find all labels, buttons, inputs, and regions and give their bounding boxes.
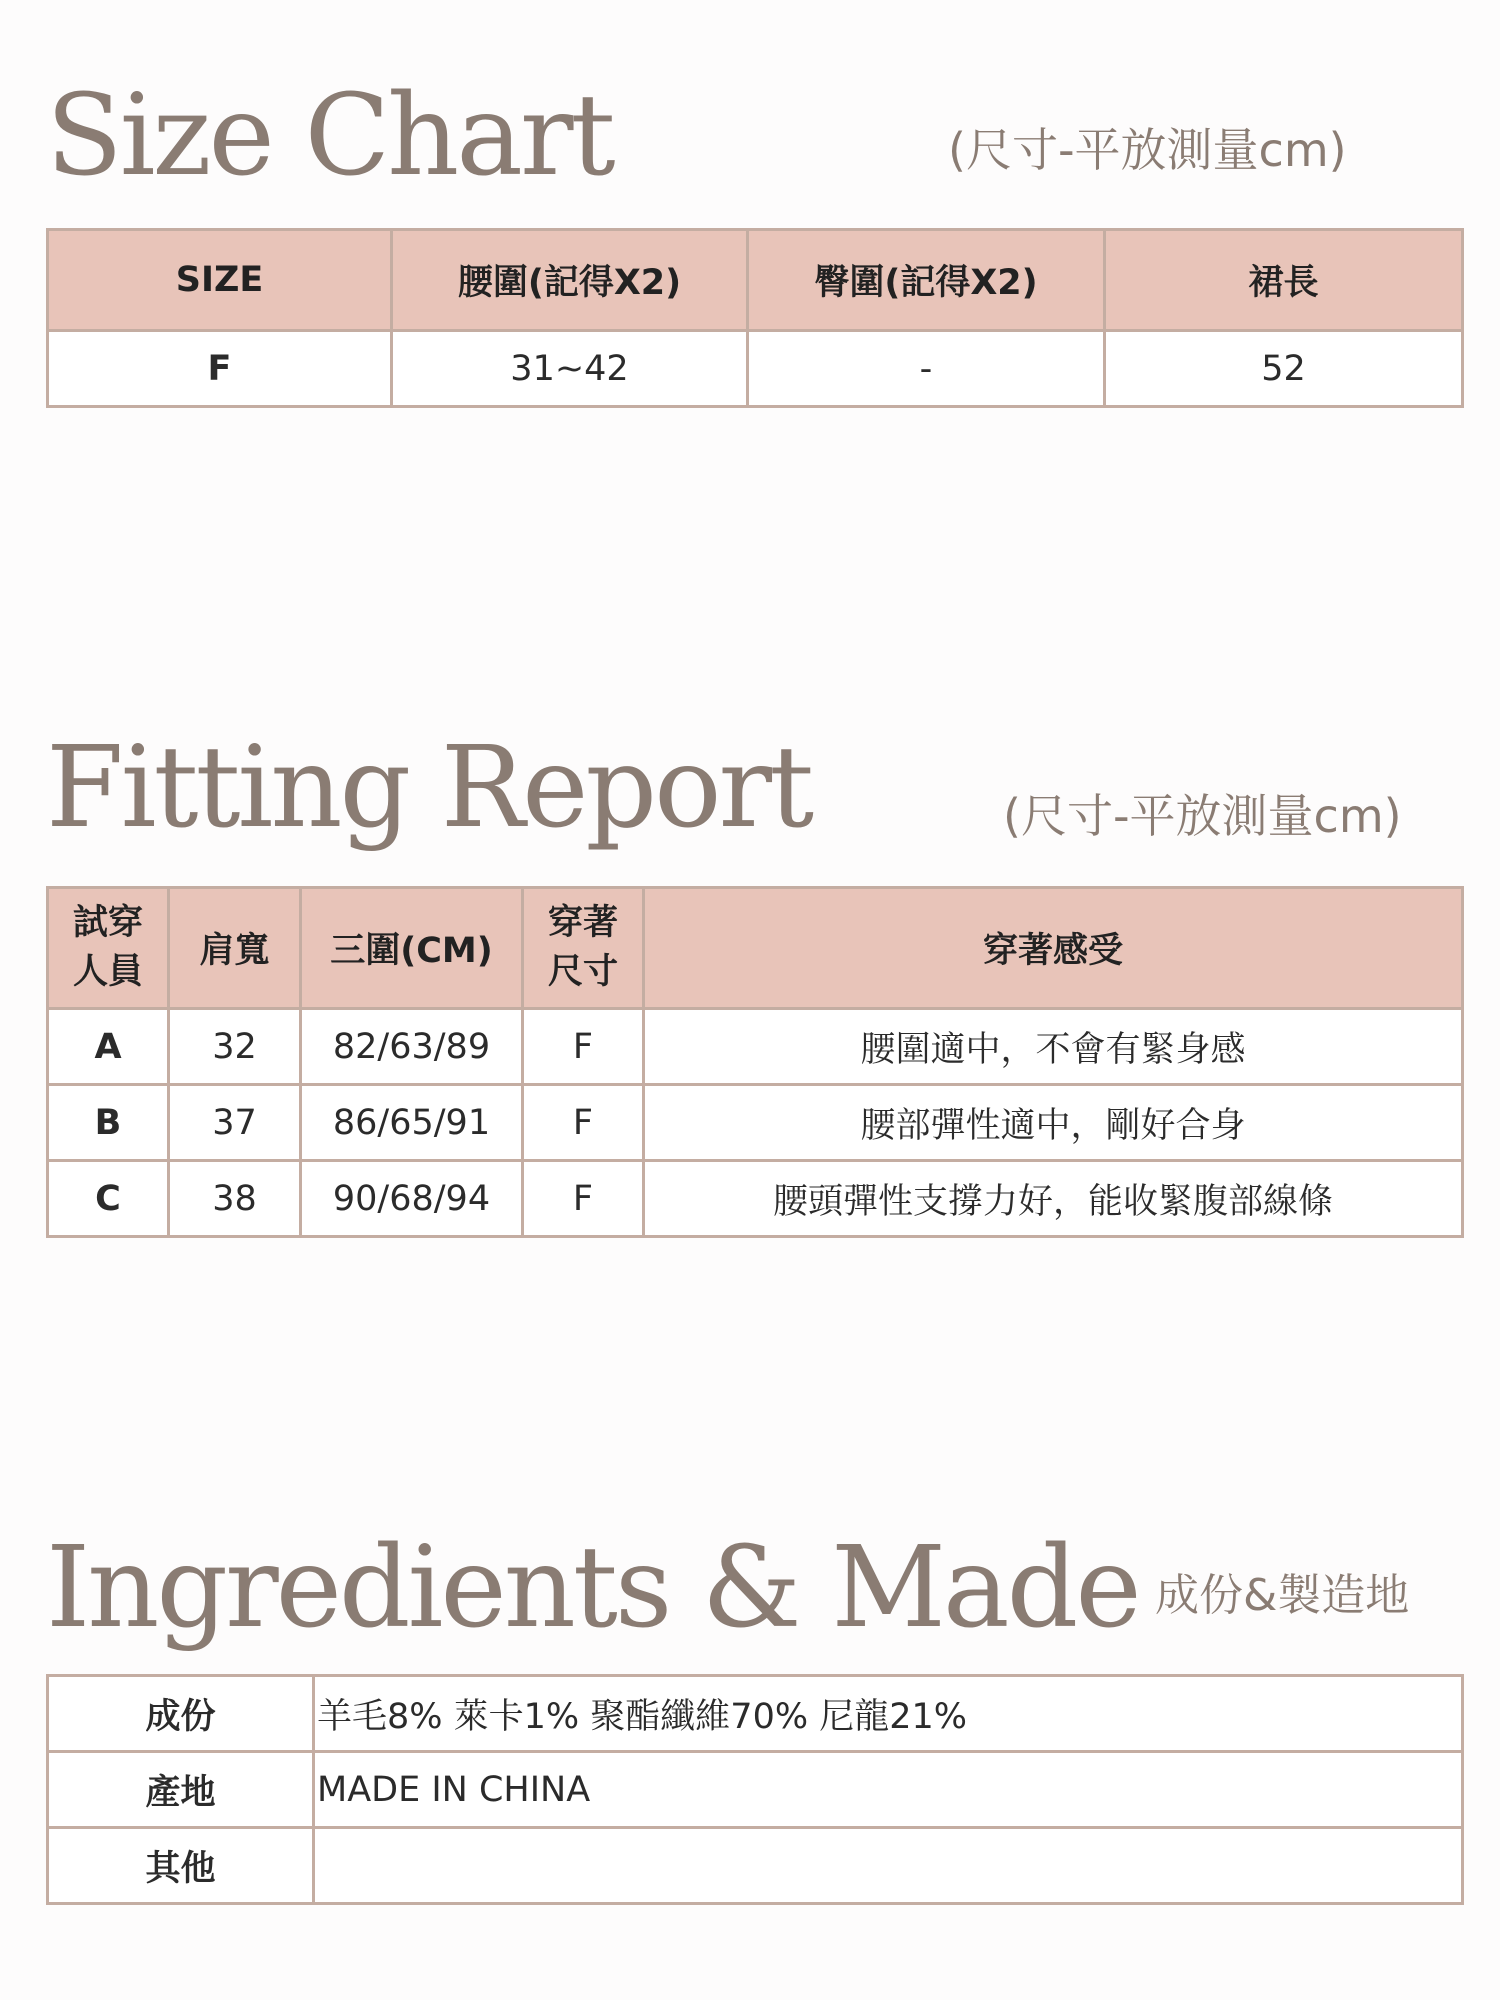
fitting-report-header-row (48, 888, 1463, 1009)
fitting-header-tester (48, 888, 169, 1009)
size-chart-header-size: SIZE (48, 230, 392, 331)
fitting-cell-shoulder: 37 (169, 1085, 301, 1161)
size-chart-header-row (48, 230, 1463, 331)
fitting-header-tester-line1: 試穿 (72, 903, 143, 943)
ingredients-note: 成份&製造地 (1155, 1570, 1410, 1621)
ingredients-value-composition: 羊毛8% 萊卡1% 聚酯纖維70% 尼龍21% (314, 1676, 1463, 1752)
size-chart-cell-size: F (48, 331, 392, 407)
fitting-cell-size: F (523, 1009, 644, 1085)
fitting-header-size (523, 888, 644, 1009)
fitting-report-title: Fitting Report (46, 723, 812, 853)
table-row (48, 1752, 1463, 1828)
fitting-cell-tester: B (48, 1085, 169, 1161)
ingredients-label-origin: 產地 (48, 1752, 314, 1828)
size-chart-table (46, 228, 1464, 408)
fitting-cell-tester: C (48, 1161, 169, 1237)
fitting-header-tester-line2: 人員 (72, 952, 143, 992)
fitting-cell-size: F (523, 1161, 644, 1237)
size-chart-cell-waist: 31~42 (392, 331, 748, 407)
fitting-cell-tester: A (48, 1009, 169, 1085)
fitting-cell-measurements: 82/63/89 (301, 1009, 523, 1085)
ingredients-label-other: 其他 (48, 1828, 314, 1904)
table-row (48, 1161, 1463, 1237)
fitting-header-feeling: 穿著感受 (644, 888, 1463, 1009)
ingredients-value-other (314, 1828, 1463, 1904)
fitting-cell-shoulder: 38 (169, 1161, 301, 1237)
fitting-header-measurements: 三圍(CM) (301, 888, 523, 1009)
fitting-cell-shoulder: 32 (169, 1009, 301, 1085)
size-chart-title: Size Chart (46, 71, 613, 201)
table-row (48, 1009, 1463, 1085)
fitting-header-size-line2: 尺寸 (547, 952, 618, 992)
fitting-report-table (46, 886, 1464, 1238)
size-chart-header-length: 裙長 (1105, 230, 1463, 331)
ingredients-title: Ingredients & Made (46, 1523, 1139, 1653)
fitting-header-size-line1: 穿著 (547, 903, 618, 943)
ingredients-label-composition: 成份 (48, 1676, 314, 1752)
fitting-cell-measurements: 86/65/91 (301, 1085, 523, 1161)
fitting-cell-feeling: 腰頭彈性支撐力好，能收緊腹部線條 (644, 1161, 1463, 1237)
ingredients-value-origin: MADE IN CHINA (314, 1752, 1463, 1828)
table-row (48, 1676, 1463, 1752)
table-row (48, 331, 1463, 407)
fitting-report-note: (尺寸-平放測量cm) (1003, 789, 1402, 843)
size-chart-cell-hip: - (748, 331, 1105, 407)
fitting-cell-measurements: 90/68/94 (301, 1161, 523, 1237)
table-row (48, 1828, 1463, 1904)
fitting-cell-feeling: 腰部彈性適中，剛好合身 (644, 1085, 1463, 1161)
table-row (48, 1085, 1463, 1161)
fitting-header-shoulder: 肩寬 (169, 888, 301, 1009)
fitting-cell-size: F (523, 1085, 644, 1161)
size-chart-header-hip: 臀圍(記得X2) (748, 230, 1105, 331)
fitting-cell-feeling: 腰圍適中，不會有緊身感 (644, 1009, 1463, 1085)
size-chart-cell-length: 52 (1105, 331, 1463, 407)
ingredients-table (46, 1674, 1464, 1905)
size-chart-note: (尺寸-平放測量cm) (948, 123, 1347, 177)
size-chart-header-waist: 腰圍(記得X2) (392, 230, 748, 331)
